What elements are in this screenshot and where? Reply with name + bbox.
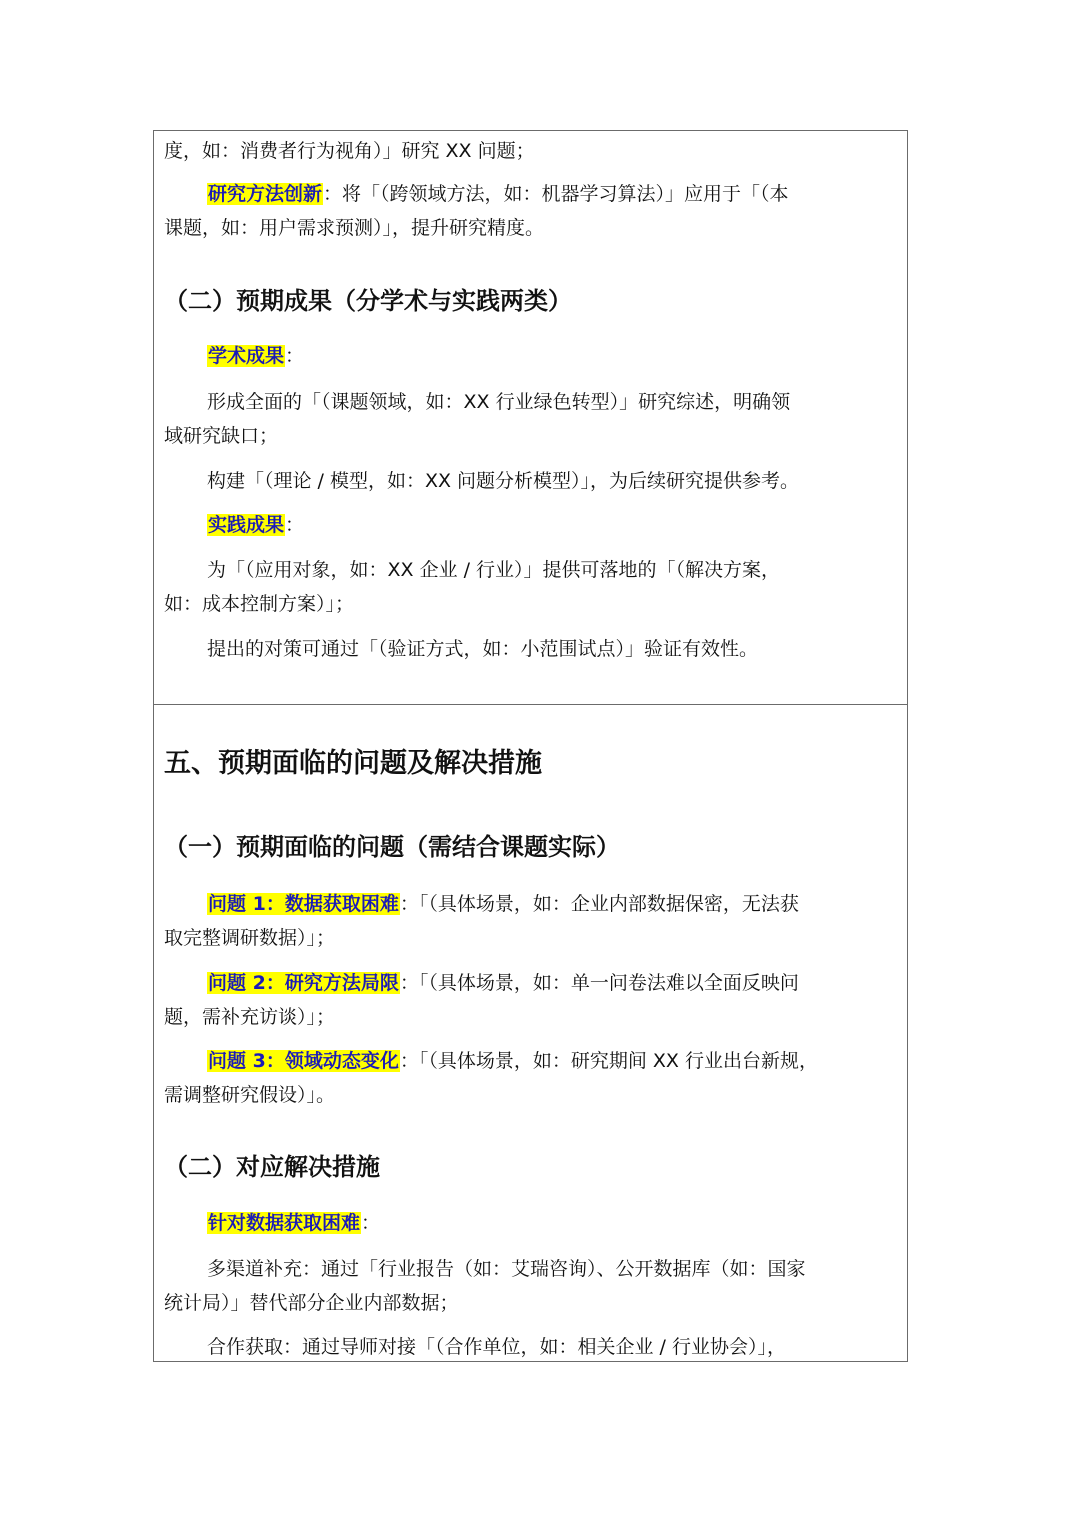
- text-line: [207, 182, 789, 206]
- highlight-label: 针对数据获取困难: [208, 1212, 361, 1234]
- text-line: [164, 926, 335, 950]
- section-heading: [164, 832, 620, 862]
- text-line: [164, 592, 354, 616]
- text-line: [207, 390, 790, 414]
- text-line: [207, 1049, 818, 1073]
- text: 为「（应用对象，如：XX 企业 / 行业）」提供可落地的「（解决方案，: [207, 559, 781, 581]
- text: ：「（具体场景，如：单一问卷法难以全面反映问: [399, 972, 799, 994]
- text-line: [207, 558, 780, 582]
- heading-text: （一）预期面临的问题（需结合课题实际）: [164, 833, 620, 861]
- highlight-label: 问题 2：研究方法局限: [208, 972, 399, 994]
- text-line: [207, 513, 304, 537]
- text-line: [164, 216, 544, 240]
- text: 形成全面的「（课题领域，如：XX 行业绿色转型）」研究综述，明确领: [207, 391, 791, 413]
- text: 题，需补充访谈）」；: [164, 1006, 336, 1028]
- table-divider: [154, 704, 907, 705]
- text: 构建「（理论 / 模型，如：XX 问题分析模型）」，为后续研究提供参考。: [207, 470, 800, 492]
- text: 课题，如：用户需求预测）」，提升研究精度。: [164, 217, 545, 239]
- text-line: [207, 469, 799, 493]
- text: ：: [285, 345, 305, 367]
- text: ：: [361, 1212, 381, 1234]
- text-line: [164, 1083, 335, 1107]
- highlight-label: 问题 1：数据获取困难: [208, 893, 399, 915]
- text-line: [207, 1211, 380, 1235]
- highlight-label: 学术成果: [208, 345, 285, 367]
- text-line: [207, 637, 758, 661]
- title-text: 五、预期面临的问题及解决措施: [164, 748, 542, 779]
- highlight-label: 实践成果: [208, 514, 285, 536]
- text: ：「（具体场景，如：企业内部数据保密，无法获: [399, 893, 799, 915]
- text: 域研究缺口；: [164, 425, 279, 447]
- text-line: [164, 424, 278, 448]
- text-line: [207, 1335, 786, 1359]
- text: 提出的对策可通过「（验证方式，如：小范围试点）」验证有效性。: [207, 638, 759, 660]
- text-line: [164, 1291, 459, 1315]
- text: 度，如：消费者行为视角）」研究 XX 问题；: [164, 140, 535, 162]
- text: 需调整研究假设）」。: [164, 1084, 336, 1106]
- highlight-label: 研究方法创新: [208, 183, 323, 205]
- text-line: [207, 344, 304, 368]
- text: ：「（具体场景，如：研究期间 XX 行业出台新规，: [399, 1050, 818, 1072]
- document-table-frame: [153, 130, 908, 1362]
- text: 统计局）」替代部分企业内部数据；: [164, 1292, 459, 1314]
- text-line: [207, 892, 799, 916]
- text: ：: [285, 514, 305, 536]
- text-line: [164, 1005, 335, 1029]
- section-heading: [164, 1152, 380, 1182]
- text-line: [164, 139, 535, 163]
- heading-text: （二）对应解决措施: [164, 1153, 380, 1181]
- text: 取完整调研数据）」；: [164, 927, 336, 949]
- section-title: [164, 748, 542, 780]
- section-heading: [164, 286, 572, 316]
- heading-text: （二）预期成果（分学术与实践两类）: [164, 287, 572, 315]
- text: ：将「（跨领域方法，如：机器学习算法）」应用于「（本: [323, 183, 789, 205]
- text: 合作获取：通过导师对接「（合作单位，如：相关企业 / 行业协会）」，: [207, 1336, 786, 1358]
- text-line: [207, 1257, 806, 1281]
- text: 如：成本控制方案）」；: [164, 593, 355, 615]
- text-line: [207, 971, 799, 995]
- text: 多渠道补充：通过「行业报告（如：艾瑞咨询）、公开数据库（如：国家: [207, 1258, 806, 1280]
- highlight-label: 问题 3：领域动态变化: [208, 1050, 399, 1072]
